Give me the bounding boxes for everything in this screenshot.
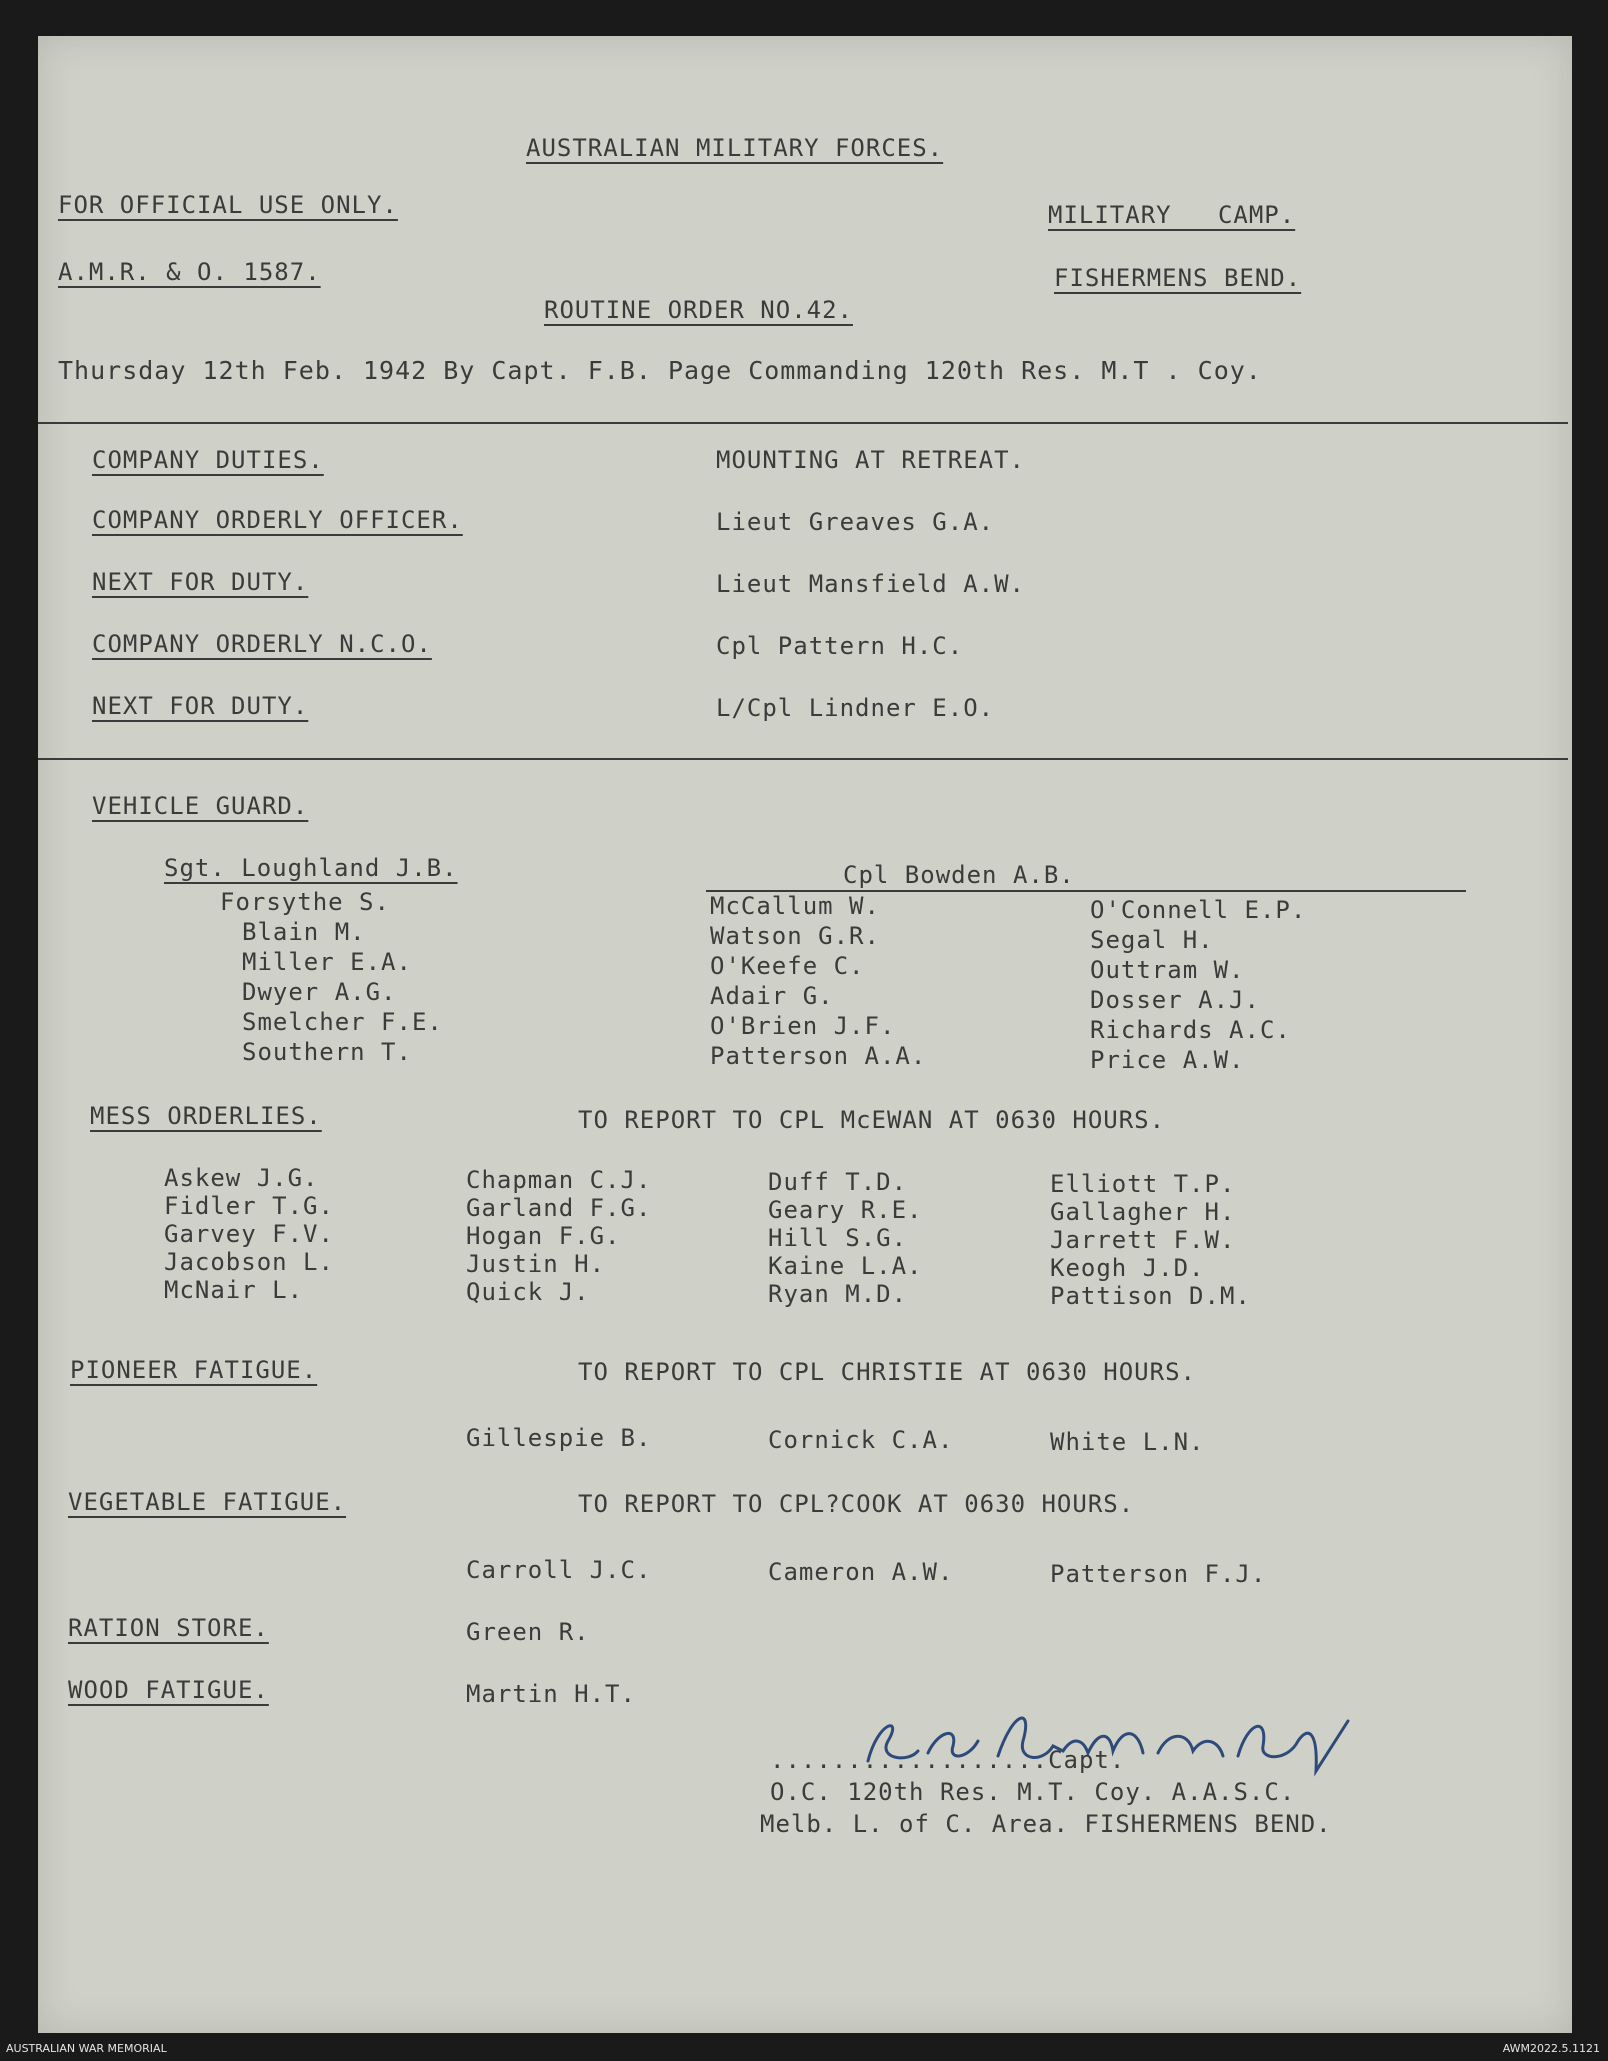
reference-number: A.M.R. & O. 1587. [58, 258, 321, 286]
document-page [38, 36, 1572, 2033]
list-item: Jarrett F.W. [1050, 1226, 1236, 1254]
duty-label: NEXT FOR DUTY. [92, 692, 309, 720]
camp-name: MILITARY CAMP. [1048, 201, 1296, 229]
footer-right: AWM2022.5.1121 [1502, 2042, 1600, 2055]
list-item: Chapman C.J. [466, 1166, 652, 1194]
date-line: Thursday 12th Feb. 1942 By Capt. F.B. Page Commanding 120th Res. M.T . Coy. [58, 356, 1262, 385]
list-item: Miller E.A. [242, 948, 412, 976]
duty-value: MOUNTING AT RETREAT. [716, 446, 1025, 474]
list-item: Richards A.C. [1090, 1016, 1291, 1044]
list-item: O'Connell E.P. [1090, 896, 1307, 924]
list-item: Cameron A.W. [768, 1558, 954, 1586]
list-item: Geary R.E. [768, 1196, 923, 1224]
list-item: McNair L. [164, 1276, 304, 1304]
duty-value: Lieut Greaves G.A. [716, 508, 995, 536]
duty-value: Cpl Pattern H.C. [716, 632, 964, 660]
list-item: Hogan F.G. [466, 1222, 621, 1250]
duty-label: COMPANY DUTIES. [92, 446, 324, 474]
order-title: ROUTINE ORDER NO.42. [544, 296, 853, 324]
list-item: Segal H. [1090, 926, 1214, 954]
duty-value: Lieut Mansfield A.W. [716, 570, 1025, 598]
duty-label: COMPANY ORDERLY N.C.O. [92, 630, 432, 658]
camp-location: FISHERMENS BEND. [1054, 264, 1302, 292]
duty-value: L/Cpl Lindner E.O. [716, 694, 995, 722]
list-item: Garland F.G. [466, 1194, 652, 1222]
list-item: Dwyer A.G. [242, 978, 397, 1006]
document-title: AUSTRALIAN MILITARY FORCES. [526, 134, 944, 162]
section-instruction: TO REPORT TO CPL CHRISTIE AT 0630 HOURS. [578, 1358, 1196, 1386]
list-item: Hill S.G. [768, 1224, 908, 1252]
list-item: Patterson A.A. [710, 1042, 927, 1070]
list-item: Jacobson L. [164, 1248, 334, 1276]
guard-leader: Sgt. Loughland J.B. [164, 854, 458, 882]
list-item: Watson G.R. [710, 922, 880, 950]
divider [38, 422, 1568, 424]
list-item: Elliott T.P. [1050, 1170, 1236, 1198]
signature-line: Melb. L. of C. Area. FISHERMENS BEND. [760, 1810, 1332, 1838]
divider [38, 758, 1568, 760]
list-item: Gallagher H. [1050, 1198, 1236, 1226]
list-item: Southern T. [242, 1038, 412, 1066]
section-label-mess-orderlies: MESS ORDERLIES. [90, 1102, 322, 1130]
list-item: Pattison D.M. [1050, 1282, 1251, 1310]
section-label-ration-store: RATION STORE. [68, 1614, 269, 1642]
list-item: Keogh J.D. [1050, 1254, 1205, 1282]
list-item: Smelcher F.E. [242, 1008, 443, 1036]
signature-line: O.C. 120th Res. M.T. Coy. A.A.S.C. [770, 1778, 1296, 1806]
section-label-wood-fatigue: WOOD FATIGUE. [68, 1676, 269, 1704]
footer-left: AUSTRALIAN WAR MEMORIAL [6, 2042, 167, 2055]
signature-dots-line: ..................Capt. [770, 1746, 1126, 1774]
list-item: Blain M. [242, 918, 366, 946]
list-item: Justin H. [466, 1250, 606, 1278]
duty-label: NEXT FOR DUTY. [92, 568, 309, 596]
list-item: Price A.W. [1090, 1046, 1245, 1074]
list-item: Forsythe S. [220, 888, 390, 916]
section-instruction: TO REPORT TO CPL McEWAN AT 0630 HOURS. [578, 1106, 1166, 1134]
list-item: Adair G. [710, 982, 834, 1010]
list-item: Quick J. [466, 1278, 590, 1306]
list-item: Outtram W. [1090, 956, 1245, 984]
list-item: Patterson F.J. [1050, 1560, 1267, 1588]
list-item: Ryan M.D. [768, 1280, 908, 1308]
list-item: O'Keefe C. [710, 952, 865, 980]
section-label-vehicle-guard: VEHICLE GUARD. [92, 792, 309, 820]
list-item: Carroll J.C. [466, 1556, 652, 1584]
section-label-vegetable-fatigue: VEGETABLE FATIGUE. [68, 1488, 347, 1516]
list-item: Garvey F.V. [164, 1220, 334, 1248]
list-item: Dosser A.J. [1090, 986, 1260, 1014]
list-item: Green R. [466, 1618, 590, 1646]
list-item: Gillespie B. [466, 1424, 652, 1452]
list-item: White L.N. [1050, 1428, 1205, 1456]
list-item: Askew J.G. [164, 1164, 319, 1192]
list-item: Kaine L.A. [768, 1252, 923, 1280]
classification: FOR OFFICIAL USE ONLY. [58, 191, 398, 219]
section-label-pioneer-fatigue: PIONEER FATIGUE. [70, 1356, 318, 1384]
list-item: Duff T.D. [768, 1168, 908, 1196]
list-item: Martin H.T. [466, 1680, 636, 1708]
section-instruction: TO REPORT TO CPL?COOK AT 0630 HOURS. [578, 1490, 1135, 1518]
list-item: McCallum W. [710, 892, 880, 920]
list-item: Cornick C.A. [768, 1426, 954, 1454]
list-item: O'Brien J.F. [710, 1012, 896, 1040]
guard-leader: Cpl Bowden A.B. [843, 861, 1075, 889]
duty-label: COMPANY ORDERLY OFFICER. [92, 506, 463, 534]
list-item: Fidler T.G. [164, 1192, 334, 1220]
